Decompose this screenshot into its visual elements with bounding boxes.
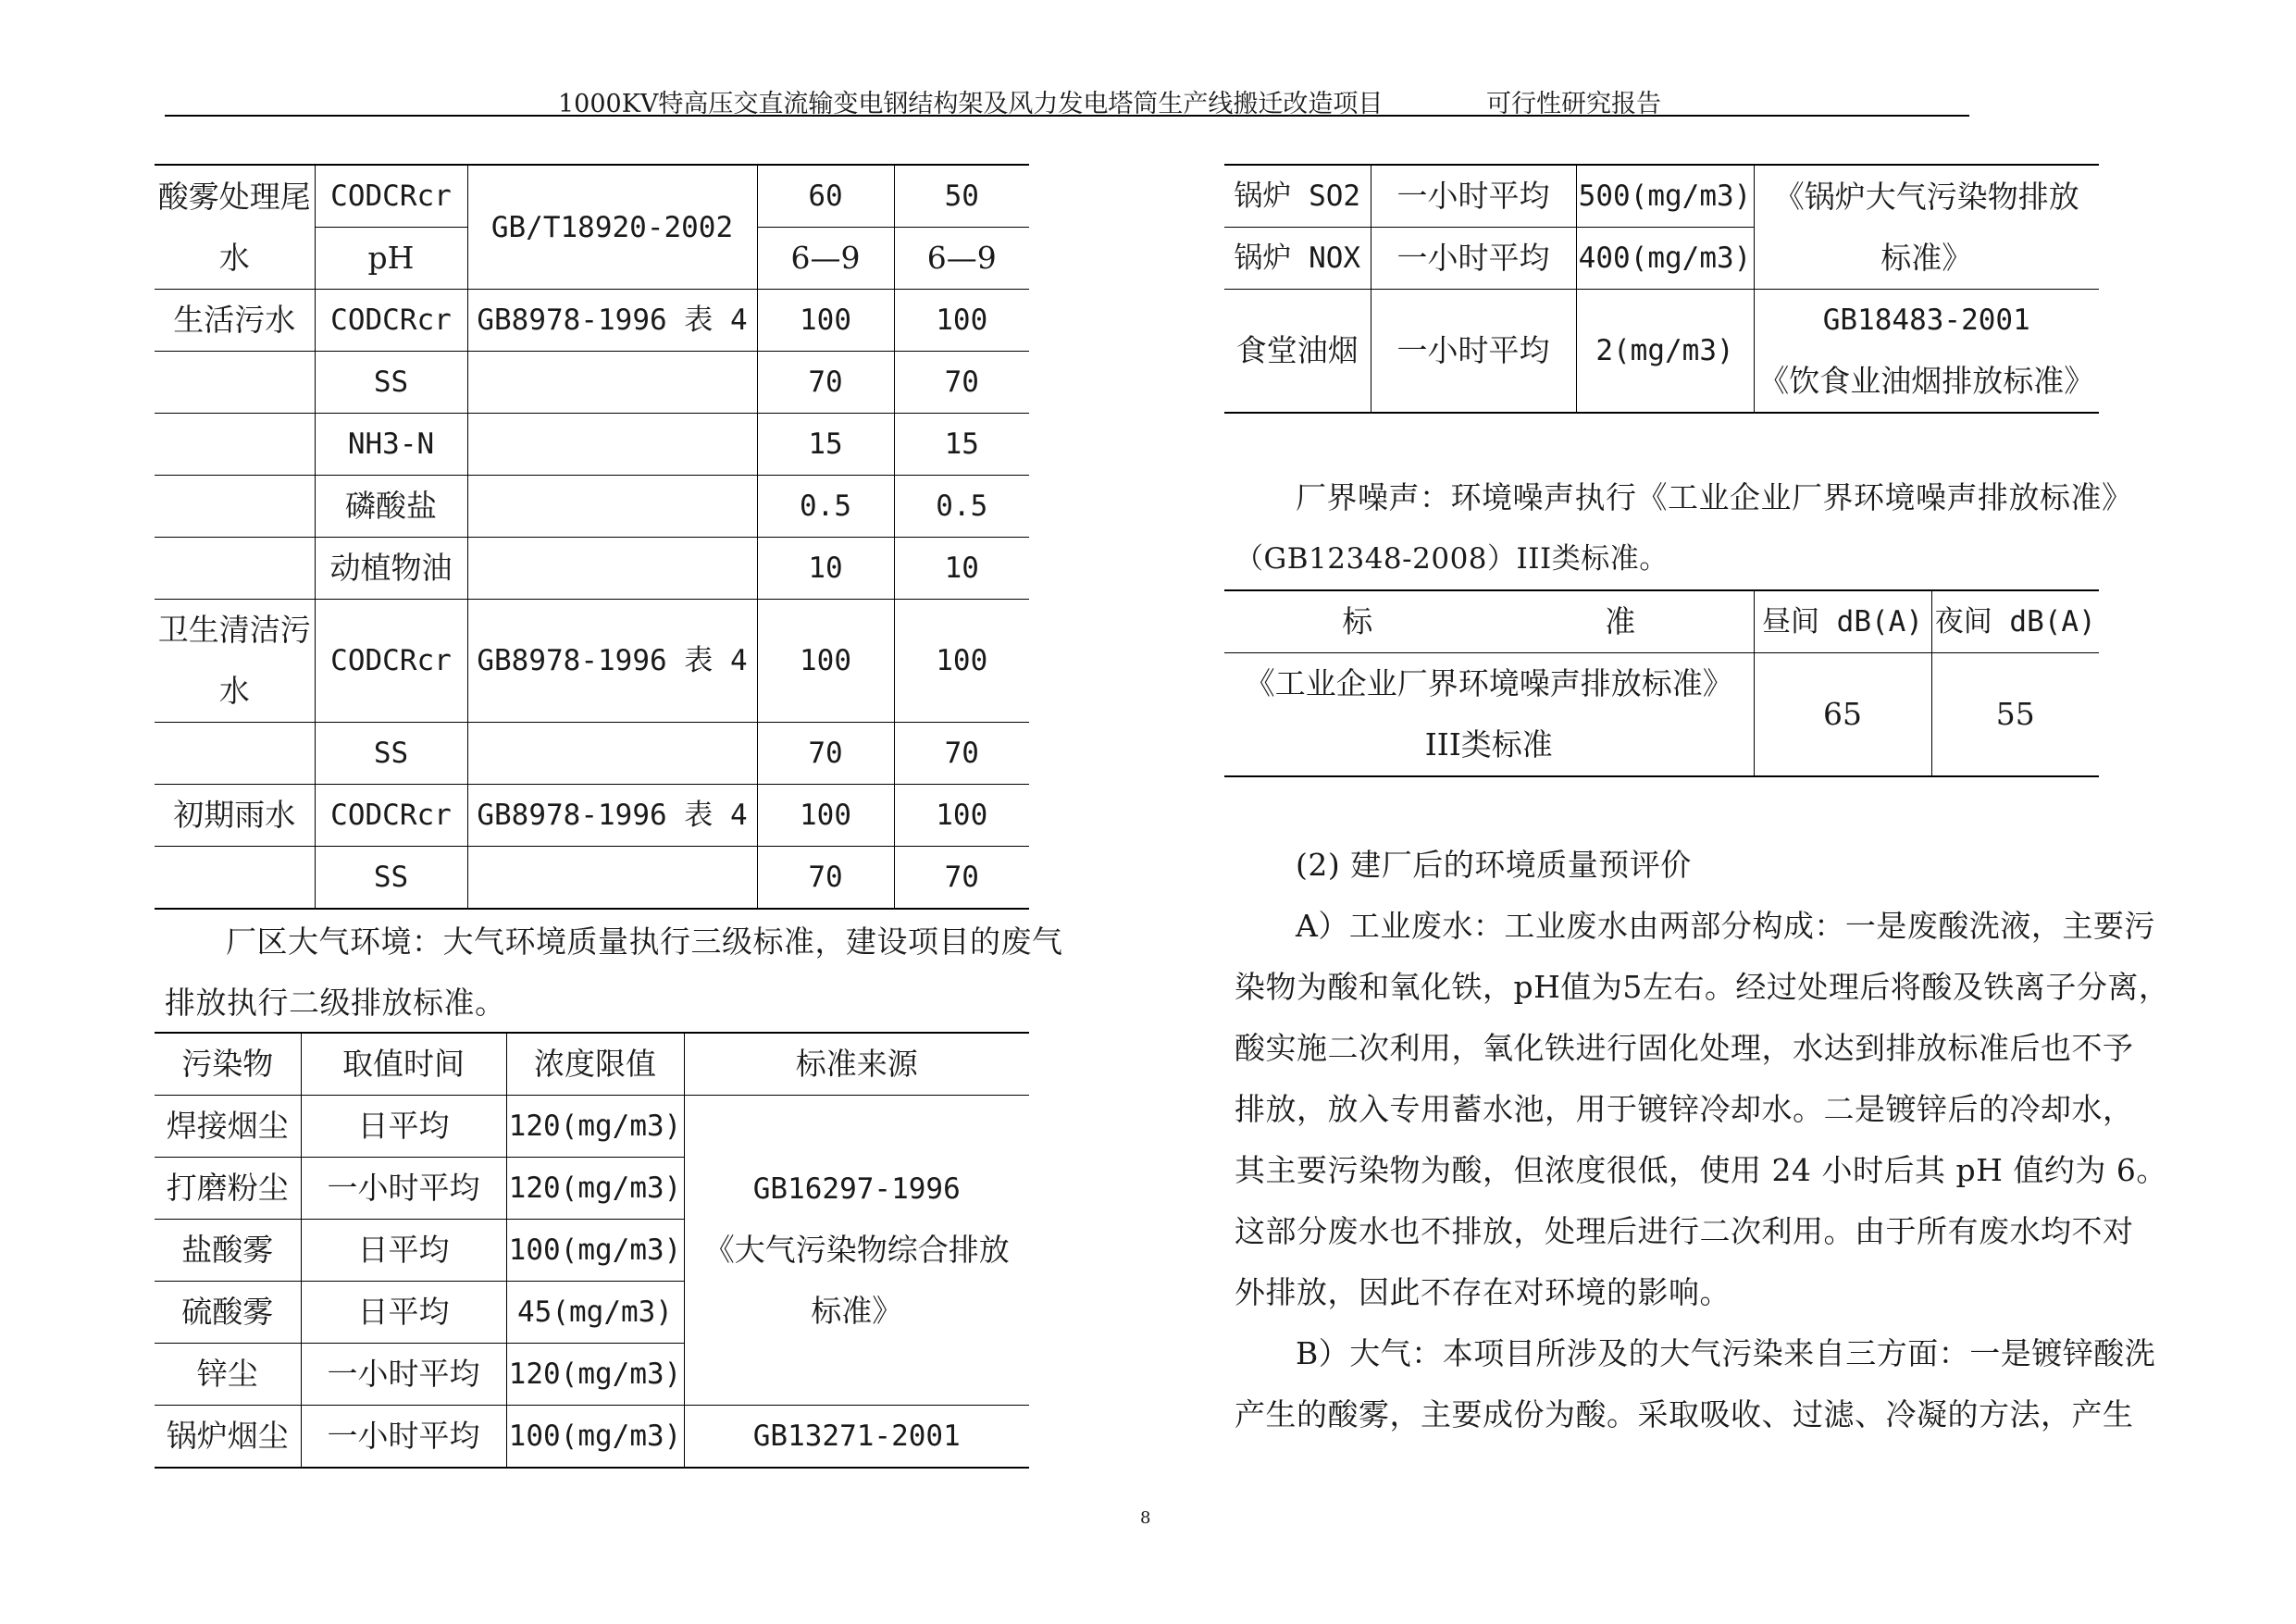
table-cell bbox=[467, 352, 757, 414]
table-cell bbox=[155, 538, 315, 600]
table-cell bbox=[155, 476, 315, 538]
table-cell bbox=[467, 476, 757, 538]
table-row bbox=[155, 847, 1029, 910]
column-header-standard bbox=[1224, 590, 1754, 653]
source-line: 标准》 bbox=[1880, 239, 1973, 276]
header-char: 标 bbox=[1342, 603, 1373, 639]
table-cell: 锅炉 SO2 bbox=[1224, 165, 1371, 228]
table-cell: 一小时平均 bbox=[1371, 228, 1576, 290]
air-environment-paragraph bbox=[165, 911, 1081, 1034]
table-cell: 70 bbox=[757, 847, 894, 910]
table-cell bbox=[155, 847, 315, 910]
paragraph-line: 这部分废水也不排放，处理后进行二次利用。由于所有废水均不对 bbox=[1235, 1213, 2134, 1249]
wastewater-standards-table bbox=[155, 164, 1029, 910]
paragraph-line: 产生的酸雾，主要成份为酸。采取吸收、过滤、冷凝的方法，产生 bbox=[1235, 1396, 2134, 1432]
table-cell: 100 bbox=[894, 290, 1029, 352]
table-cell: 日平均 bbox=[301, 1096, 506, 1158]
table-cell: 100 bbox=[757, 785, 894, 847]
table-cell: 6—9 bbox=[894, 228, 1029, 290]
section-heading: (2) 建厂后的环境质量预评价 bbox=[1296, 847, 1692, 883]
table-cell bbox=[155, 414, 315, 476]
table-cell: 0.5 bbox=[757, 476, 894, 538]
table-cell: 一小时平均 bbox=[1371, 290, 1576, 414]
table-cell: 锅炉 NOX bbox=[1224, 228, 1371, 290]
standard-line: III类标准 bbox=[1424, 726, 1553, 762]
column-header-day: 昼间 dB(A) bbox=[1754, 590, 1931, 653]
table-cell: 120(mg/m3) bbox=[506, 1344, 684, 1406]
paragraph-line: A）工业废水：工业废水由两部分构成：一是废酸洗液，主要污 bbox=[1296, 908, 2155, 944]
table-cell: CODCRcr bbox=[315, 785, 467, 847]
table-cell bbox=[467, 723, 757, 785]
table-row bbox=[1224, 653, 2099, 777]
paragraph-line: 染物为酸和氧化铁，pH值为5左右。经过处理后将酸及铁离子分离， bbox=[1235, 969, 2170, 1005]
table-cell: 日平均 bbox=[301, 1282, 506, 1344]
table-cell: NH3-N bbox=[315, 414, 467, 476]
table-cell: GB/T18920-2002 bbox=[467, 165, 757, 290]
table-cell: 食堂油烟 bbox=[1224, 290, 1371, 414]
table-cell: 日平均 bbox=[301, 1220, 506, 1282]
table-cell bbox=[155, 352, 315, 414]
table-cell: 70 bbox=[894, 847, 1029, 910]
table-cell: 100 bbox=[894, 785, 1029, 847]
table-cell: 100 bbox=[894, 600, 1029, 723]
table-cell: 100 bbox=[757, 290, 894, 352]
column-header: 取值时间 bbox=[301, 1033, 506, 1096]
table-cell: SS bbox=[315, 847, 467, 910]
header-char: 准 bbox=[1605, 603, 1636, 639]
table-row bbox=[155, 1096, 1029, 1158]
table-cell: 70 bbox=[757, 352, 894, 414]
table-cell: 55 bbox=[1931, 653, 2099, 777]
table-cell: GB8978-1996 表 4 bbox=[467, 290, 757, 352]
section-quality-evaluation bbox=[1235, 835, 2170, 1445]
paragraph-line: 厂界噪声：环境噪声执行《工业企业厂界环境噪声排放标准》 bbox=[1296, 479, 2133, 515]
standard-line: 《工业企业厂界环境噪声排放标准》 bbox=[1244, 665, 1733, 701]
table-cell: GB8978-1996 表 4 bbox=[467, 785, 757, 847]
paragraph-line: 排放执行二级排放标准。 bbox=[165, 985, 506, 1021]
table-cell: CODCRcr bbox=[315, 600, 467, 723]
source-line: GB18483-2001 bbox=[1822, 304, 2030, 337]
table-cell bbox=[467, 538, 757, 600]
table-cell: 锌尘 bbox=[155, 1344, 301, 1406]
table-cell: 动植物油 bbox=[315, 538, 467, 600]
paragraph-line: 厂区大气环境：大气环境质量执行三级标准，建设项目的废气 bbox=[226, 924, 1063, 960]
table-cell: 一小时平均 bbox=[301, 1406, 506, 1469]
table-cell: 一小时平均 bbox=[1371, 165, 1576, 228]
table-cell: 15 bbox=[757, 414, 894, 476]
table-cell: 酸雾处理尾水 bbox=[155, 165, 315, 290]
table-row bbox=[155, 414, 1029, 476]
table-cell: 生活污水 bbox=[155, 290, 315, 352]
report-title: 1000KV特高压交直流输变电钢结构架及风力发电塔筒生产线搬迁改造项目 bbox=[558, 90, 1384, 118]
table-cell: 100(mg/m3) bbox=[506, 1220, 684, 1282]
table-cell: 120(mg/m3) bbox=[506, 1158, 684, 1220]
table-cell: 磷酸盐 bbox=[315, 476, 467, 538]
air-pollutant-table bbox=[155, 1032, 1029, 1469]
table-cell bbox=[155, 723, 315, 785]
table-cell: 15 bbox=[894, 414, 1029, 476]
table-cell: GB8978-1996 表 4 bbox=[467, 600, 757, 723]
column-header-night: 夜间 dB(A) bbox=[1931, 590, 2099, 653]
table-cell bbox=[467, 847, 757, 910]
noise-standard-table bbox=[1224, 589, 2099, 777]
column-header: 标准来源 bbox=[684, 1033, 1029, 1096]
boiler-emission-table bbox=[1224, 164, 2099, 414]
table-row bbox=[155, 1406, 1029, 1469]
paragraph-line: B）大气：本项目所涉及的大气污染来自三方面：一是镀锌酸洗 bbox=[1296, 1335, 2156, 1371]
table-cell-merged-source bbox=[1754, 290, 2099, 414]
table-cell: SS bbox=[315, 723, 467, 785]
table-cell: SS bbox=[315, 352, 467, 414]
table-row bbox=[155, 600, 1029, 723]
paragraph-line: 排放，放入专用蓄水池，用于镀锌冷却水。二是镀锌后的冷却水， bbox=[1235, 1091, 2134, 1127]
table-cell: 120(mg/m3) bbox=[506, 1096, 684, 1158]
table-cell: 70 bbox=[894, 352, 1029, 414]
table-cell: 70 bbox=[757, 723, 894, 785]
table-cell: 锅炉烟尘 bbox=[155, 1406, 301, 1469]
table-cell: 打磨粉尘 bbox=[155, 1158, 301, 1220]
column-header: 浓度限值 bbox=[506, 1033, 684, 1096]
table-header-row bbox=[1224, 590, 2099, 653]
table-row bbox=[1224, 290, 2099, 414]
table-cell: 一小时平均 bbox=[301, 1344, 506, 1406]
table-row bbox=[155, 723, 1029, 785]
table-row bbox=[155, 290, 1029, 352]
table-cell: 一小时平均 bbox=[301, 1158, 506, 1220]
table-cell-merged-source bbox=[684, 1096, 1029, 1406]
table-cell: 10 bbox=[757, 538, 894, 600]
source-line: GB16297-1996 bbox=[752, 1172, 961, 1206]
source-line: 《锅炉大气污染物排放 bbox=[1773, 178, 2079, 215]
report-type: 可行性研究报告 bbox=[1486, 90, 1661, 118]
table-cell: 500(mg/m3) bbox=[1576, 165, 1754, 228]
table-row bbox=[155, 785, 1029, 847]
table-cell: 45(mg/m3) bbox=[506, 1282, 684, 1344]
table-cell: CODCRcr bbox=[315, 290, 467, 352]
table-cell: 100(mg/m3) bbox=[506, 1406, 684, 1469]
table-cell: 初期雨水 bbox=[155, 785, 315, 847]
table-cell: 2(mg/m3) bbox=[1576, 290, 1754, 414]
table-cell: 盐酸雾 bbox=[155, 1220, 301, 1282]
table-cell: 60 bbox=[757, 165, 894, 228]
table-cell: 65 bbox=[1754, 653, 1931, 777]
table-header-row bbox=[155, 1033, 1029, 1096]
paragraph-line: 酸实施二次利用，氧化铁进行固化处理，水达到排放标准后也不予 bbox=[1235, 1030, 2134, 1066]
table-cell: pH bbox=[315, 228, 467, 290]
table-row bbox=[155, 352, 1029, 414]
table-cell: 焊接烟尘 bbox=[155, 1096, 301, 1158]
table-cell: 6—9 bbox=[757, 228, 894, 290]
table-row bbox=[155, 476, 1029, 538]
table-row bbox=[1224, 165, 2099, 228]
table-cell: 10 bbox=[894, 538, 1029, 600]
table-cell: 卫生清洁污水 bbox=[155, 600, 315, 723]
page-number: 8 bbox=[1140, 1508, 1151, 1528]
table-cell: GB13271-2001 bbox=[684, 1406, 1029, 1469]
table-cell: 50 bbox=[894, 165, 1029, 228]
source-line: 标准》 bbox=[811, 1293, 903, 1329]
table-cell: 400(mg/m3) bbox=[1576, 228, 1754, 290]
noise-paragraph bbox=[1235, 467, 2160, 589]
table-cell: 70 bbox=[894, 723, 1029, 785]
paragraph-line: 外排放，因此不存在对环境的影响。 bbox=[1235, 1274, 1731, 1310]
source-line: 《大气污染物综合排放 bbox=[703, 1232, 1010, 1268]
source-line: 《饮食业油烟排放标准》 bbox=[1758, 363, 2095, 399]
table-cell-merged-source bbox=[1754, 165, 2099, 290]
table-cell: 硫酸雾 bbox=[155, 1282, 301, 1344]
table-row bbox=[155, 165, 1029, 228]
table-cell bbox=[467, 414, 757, 476]
table-row bbox=[155, 538, 1029, 600]
table-cell: CODCRcr bbox=[315, 165, 467, 228]
table-cell bbox=[1224, 653, 1754, 777]
page-header bbox=[165, 83, 1969, 117]
paragraph-line: 其主要污染物为酸，但浓度很低，使用 24 小时后其 pH 值约为 6。 bbox=[1235, 1152, 2167, 1188]
column-header: 污染物 bbox=[155, 1033, 301, 1096]
paragraph-line: （GB12348-2008）III类标准。 bbox=[1235, 542, 1669, 576]
table-cell: 0.5 bbox=[894, 476, 1029, 538]
table-cell: 100 bbox=[757, 600, 894, 723]
